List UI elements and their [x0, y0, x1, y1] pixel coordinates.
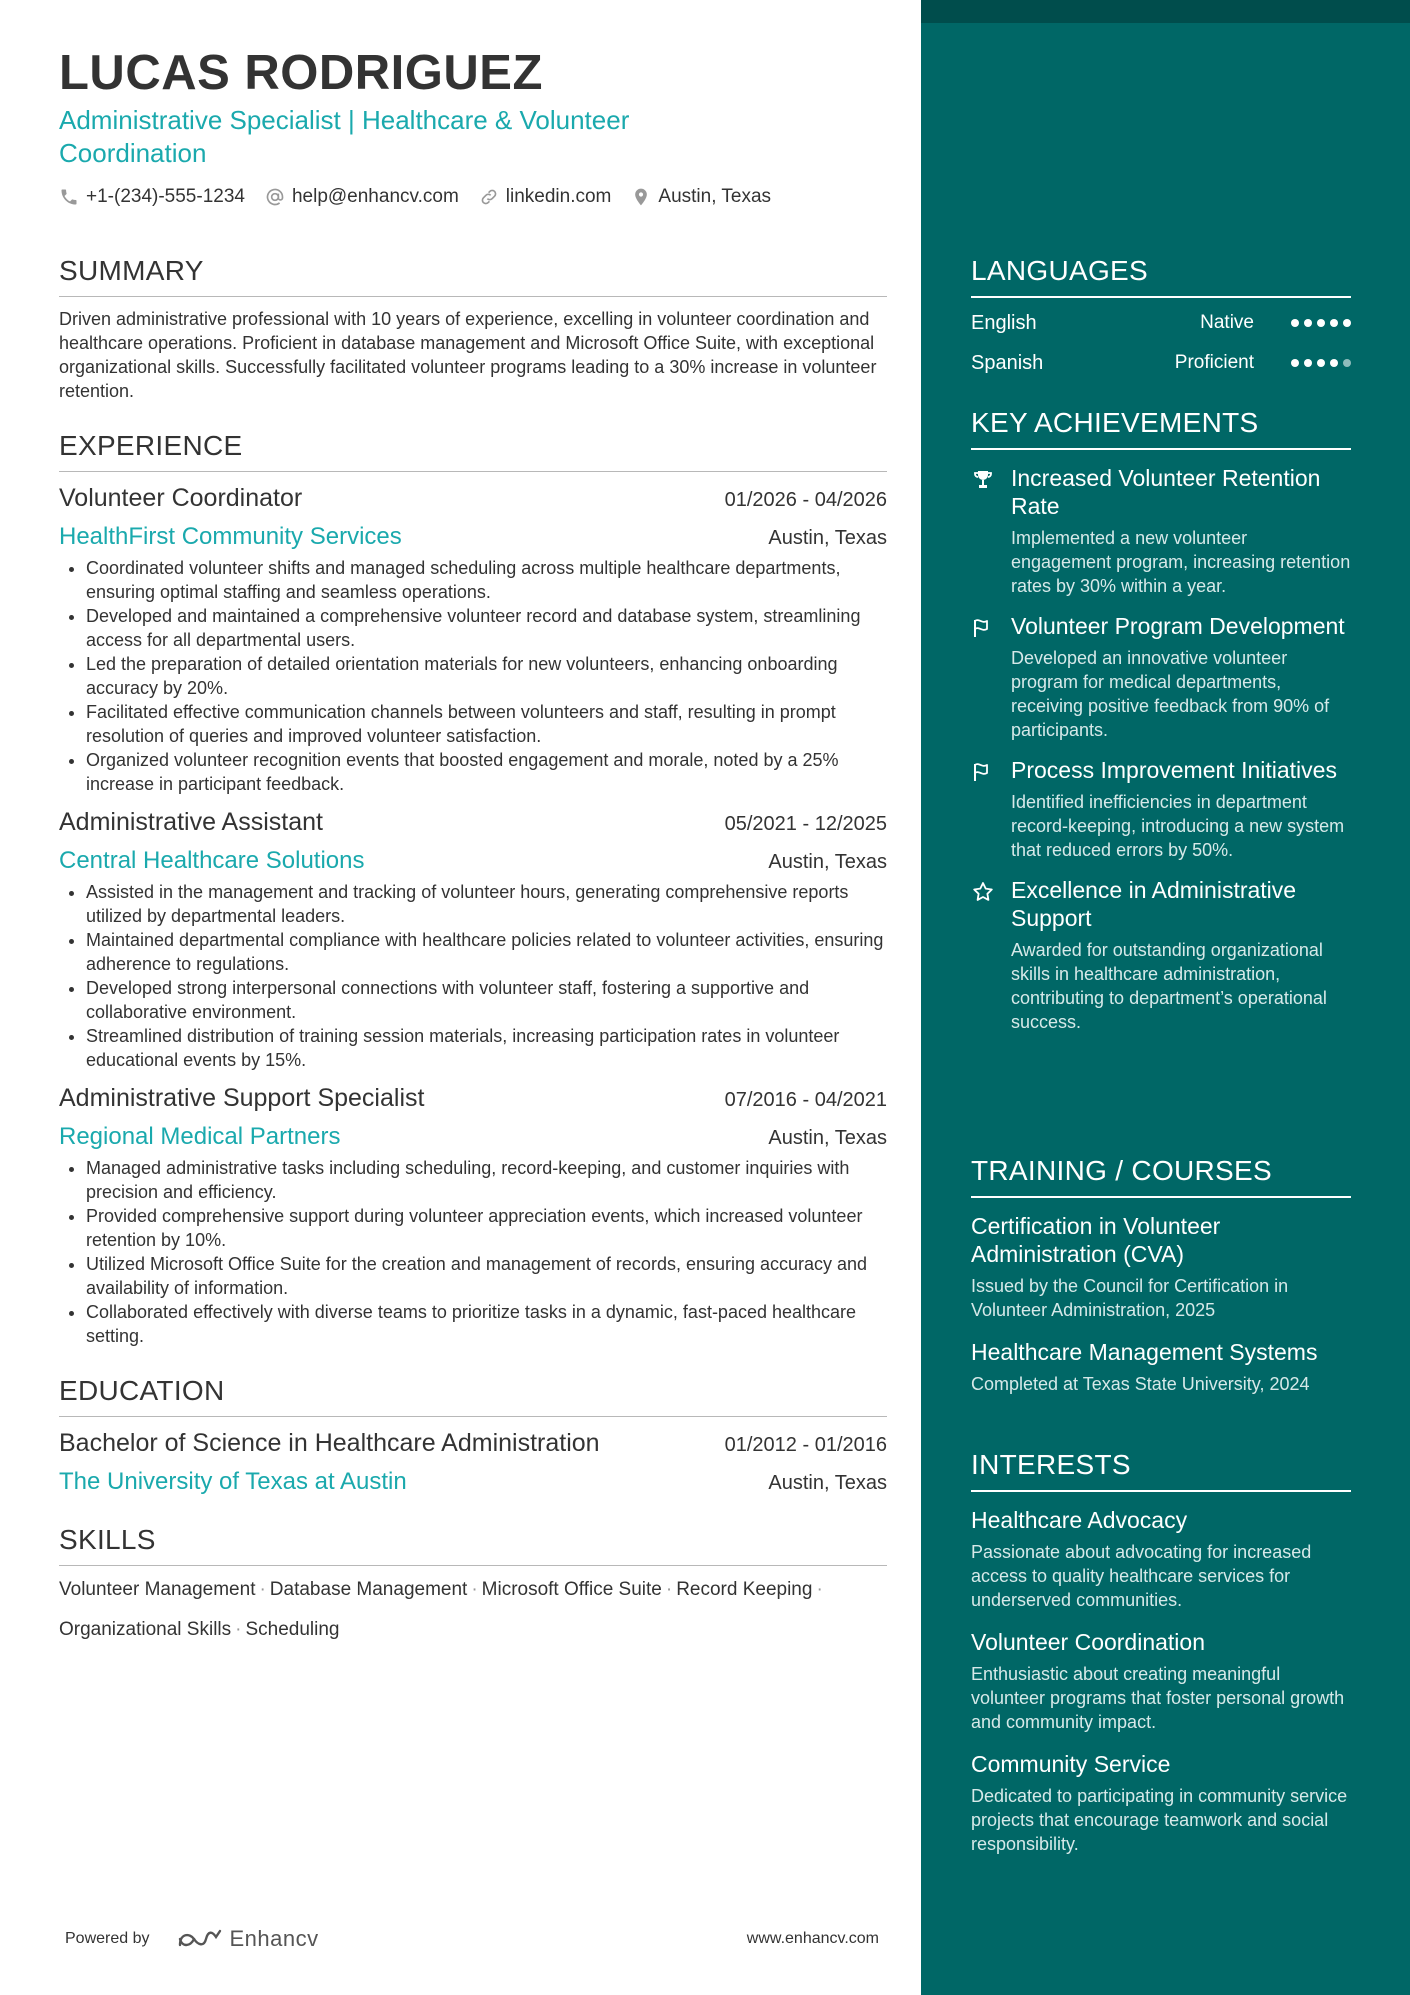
skill-tag: Volunteer Management — [59, 1579, 256, 1600]
job-location: Austin, Texas — [768, 1127, 887, 1149]
degree: Bachelor of Science in Healthcare Administration — [59, 1429, 600, 1457]
languages-section — [971, 254, 1351, 378]
rating-dot-filled — [1304, 319, 1312, 327]
summary-text: Driven administrative professional with 10 years of experience, excelling in volunteer coordination and healthcare operations. Proficient in database management and Microsoft Office Suite, with exceptional organizational skills. Successfully facilitated volunteer programs leading to a 30% increase in volunteer retention. — [59, 309, 877, 401]
job-entry — [59, 1082, 887, 1348]
flag-icon — [971, 760, 995, 784]
experience-section — [59, 429, 887, 1348]
job-bullet: • Developed and maintained a comprehensive volunteer record and database system, streamlining access for all departmental users. — [86, 604, 887, 652]
rating-dot-filled — [1343, 319, 1351, 327]
footer — [65, 1926, 879, 1952]
language-level: Native — [1200, 312, 1254, 333]
powered-by — [65, 1926, 319, 1952]
training-desc: Completed at Texas State University, 2024 — [971, 1374, 1310, 1394]
skill-separator: · — [665, 1579, 673, 1600]
sidebar-top-bar — [921, 0, 1410, 23]
skill-separator: · — [259, 1579, 266, 1600]
rating-dot-filled — [1330, 359, 1338, 367]
rating-dot-empty — [1343, 359, 1351, 367]
job-location: Austin, Texas — [768, 851, 887, 873]
candidate-name: LUCAS RODRIGUEZ — [59, 46, 543, 100]
powered-by-label: Powered by — [65, 1930, 150, 1947]
linkedin-text: linkedin.com — [505, 186, 612, 207]
job-bullets — [59, 556, 887, 796]
job-dates: 01/2026 - 04/2026 — [724, 489, 887, 511]
phone-text: +1-(234)-555-1234 — [86, 186, 245, 207]
skill-tag: Database Management — [269, 1579, 468, 1600]
section-title-experience: EXPERIENCE — [59, 429, 887, 472]
education-section — [59, 1374, 887, 1497]
job-bullet: • Led the preparation of detailed orientation materials for new volunteers, enhancing onboarding accuracy by 20%. — [86, 652, 887, 700]
section-title-summary: SUMMARY — [59, 254, 887, 297]
section-title-achievements: KEY ACHIEVEMENTS — [971, 406, 1351, 450]
skill-separator: · — [471, 1579, 478, 1600]
job-title: Administrative Support Specialist — [59, 1084, 425, 1112]
skill-separator: · — [816, 1579, 823, 1600]
language-row — [971, 308, 1351, 338]
job-title: Volunteer Coordinator — [59, 484, 303, 512]
achievement-desc: Implemented a new volunteer engagement program, increasing retention rates by 30% within a year. — [1011, 528, 1351, 596]
rating-dot-filled — [1330, 319, 1338, 327]
education-dates: 01/2012 - 01/2016 — [724, 1434, 887, 1456]
trophy-icon — [971, 468, 995, 492]
section-title-education: EDUCATION — [59, 1374, 887, 1417]
interest-item — [971, 1750, 1351, 1856]
contact-email[interactable] — [265, 186, 459, 208]
job-bullets — [59, 880, 887, 1072]
skills-list — [59, 1570, 887, 1650]
job-bullet: • Organized volunteer recognition events that boosted engagement and morale, noted by a 25% increase in participant feedback. — [86, 748, 887, 796]
enhancv-logo[interactable] — [176, 1926, 319, 1952]
achievement-item — [971, 876, 1351, 1034]
job-dates: 07/2016 - 04/2021 — [724, 1089, 887, 1111]
achievement-title: Excellence in Administrative Support — [1011, 877, 1297, 931]
training-section — [971, 1154, 1351, 1396]
achievement-desc: Identified inefficiencies in department record-keeping, introducing a new system that reduced errors by 50%. — [1011, 792, 1345, 860]
skill-tag: Organizational Skills — [59, 1619, 232, 1640]
skill-tag: Microsoft Office Suite — [481, 1579, 662, 1600]
language-rating — [1286, 319, 1351, 327]
achievement-desc: Awarded for outstanding organizational skills in healthcare administration, contributing to department’s operational success. — [1011, 940, 1327, 1032]
achievement-desc: Developed an innovative volunteer program for medical departments, receiving positive feedback from 90% of participants. — [1011, 648, 1330, 740]
job-bullet: • Collaborated effectively with diverse teams to prioritize tasks in a dynamic, fast-paced healthcare setting. — [86, 1300, 887, 1348]
job-bullet: • Managed administrative tasks including scheduling, record-keeping, and customer inquiries with precision and efficiency. — [86, 1156, 887, 1204]
language-name: English — [971, 311, 1037, 334]
rating-dot-filled — [1317, 359, 1325, 367]
job-title: Administrative Assistant — [59, 808, 323, 836]
contact-linkedin[interactable] — [479, 186, 612, 208]
at-icon — [265, 187, 285, 207]
interest-desc: Enthusiastic about creating meaningful volunteer programs that foster personal growth and community impact. — [971, 1664, 1345, 1732]
job-bullet: • Coordinated volunteer shifts and managed scheduling across multiple healthcare departments, ensuring optimal staffing and seamless operations. — [86, 556, 887, 604]
summary-section — [59, 254, 887, 403]
job-bullet: • Developed strong interpersonal connections with volunteer staff, fostering a supportive and collaborative environment. — [86, 976, 887, 1024]
job-bullet: • Assisted in the management and tracking of volunteer hours, generating comprehensive reports utilized by departmental leaders. — [86, 880, 887, 928]
training-title: Certification in Volunteer Administration (CVA) — [971, 1213, 1221, 1267]
email-text: help@enhancv.com — [291, 186, 459, 207]
interest-title: Volunteer Coordination — [971, 1629, 1205, 1655]
contact-phone[interactable] — [59, 186, 245, 208]
job-bullet: • Maintained departmental compliance with healthcare policies related to volunteer activities, ensuring adherence to regulations. — [86, 928, 887, 976]
interest-item — [971, 1628, 1351, 1734]
headline: Administrative Specialist | Healthcare & Volunteer Coordination — [59, 105, 630, 168]
interest-title: Community Service — [971, 1751, 1171, 1777]
job-entry — [59, 482, 887, 796]
section-title-languages: LANGUAGES — [971, 254, 1351, 298]
language-name: Spanish — [971, 351, 1044, 374]
job-entry — [59, 806, 887, 1072]
phone-icon — [59, 187, 79, 207]
job-bullets — [59, 1156, 887, 1348]
interest-desc: Passionate about advocating for increased access to quality healthcare services for underserved communities. — [971, 1542, 1312, 1610]
enhancv-logo-icon — [176, 1927, 224, 1951]
section-title-training: TRAINING / COURSES — [971, 1154, 1351, 1198]
achievement-title: Process Improvement Initiatives — [1011, 757, 1337, 783]
skill-tag: Scheduling — [245, 1619, 340, 1640]
rating-dot-filled — [1317, 319, 1325, 327]
section-title-interests: INTERESTS — [971, 1448, 1351, 1492]
interests-section — [971, 1448, 1351, 1856]
achievements-section — [971, 406, 1351, 1034]
training-item — [971, 1212, 1351, 1322]
interest-desc: Dedicated to participating in community service projects that encourage teamwork and social responsibility. — [971, 1786, 1348, 1854]
education-location: Austin, Texas — [768, 1472, 887, 1494]
skill-separator: · — [235, 1619, 242, 1640]
link-icon — [479, 187, 499, 207]
school-name: The University of Texas at Austin — [59, 1468, 407, 1495]
language-rating — [1286, 359, 1351, 367]
job-location: Austin, Texas — [768, 527, 887, 549]
rating-dot-filled — [1291, 319, 1299, 327]
achievement-item — [971, 756, 1351, 862]
rating-dot-filled — [1304, 359, 1312, 367]
achievement-item — [971, 612, 1351, 742]
training-item — [971, 1338, 1351, 1396]
language-row — [971, 348, 1351, 378]
job-dates: 05/2021 - 12/2025 — [724, 813, 887, 835]
interest-item — [971, 1506, 1351, 1612]
brand-name: Enhancv — [229, 1926, 319, 1951]
achievement-title: Increased Volunteer Retention Rate — [1011, 465, 1321, 519]
company-name: Regional Medical Partners — [59, 1123, 341, 1150]
language-level: Proficient — [1174, 352, 1254, 373]
contact-bar — [59, 186, 887, 208]
skill-tag: Record Keeping — [676, 1579, 813, 1600]
interest-title: Healthcare Advocacy — [971, 1507, 1188, 1533]
location-text: Austin, Texas — [658, 186, 772, 207]
training-desc: Issued by the Council for Certification in Volunteer Administration, 2025 — [971, 1276, 1289, 1320]
education-entry — [59, 1427, 887, 1497]
star-icon — [971, 880, 995, 904]
contact-location — [631, 186, 771, 208]
flag-icon — [971, 616, 995, 640]
company-name: Central Healthcare Solutions — [59, 847, 365, 874]
job-bullet: • Provided comprehensive support during volunteer appreciation events, which increased volunteer retention by 10%. — [86, 1204, 887, 1252]
skills-section — [59, 1523, 887, 1650]
company-name: HealthFirst Community Services — [59, 523, 402, 550]
main-column — [59, 44, 887, 1650]
sidebar — [921, 0, 1410, 1995]
job-bullet: • Streamlined distribution of training session materials, increasing participation rates in volunteer educational events by 15%. — [86, 1024, 887, 1072]
footer-site-link[interactable]: www.enhancv.com — [746, 1930, 879, 1947]
section-title-skills: SKILLS — [59, 1523, 887, 1566]
job-bullet: • Facilitated effective communication channels between volunteers and staff, resulting in prompt resolution of queries and improved volunteer satisfaction. — [86, 700, 887, 748]
job-bullet: • Utilized Microsoft Office Suite for the creation and management of records, ensuring accuracy and availability of information. — [86, 1252, 887, 1300]
rating-dot-filled — [1291, 359, 1299, 367]
training-title: Healthcare Management Systems — [971, 1339, 1318, 1365]
location-pin-icon — [631, 187, 651, 207]
achievement-item — [971, 464, 1351, 598]
achievement-title: Volunteer Program Development — [1011, 613, 1345, 639]
